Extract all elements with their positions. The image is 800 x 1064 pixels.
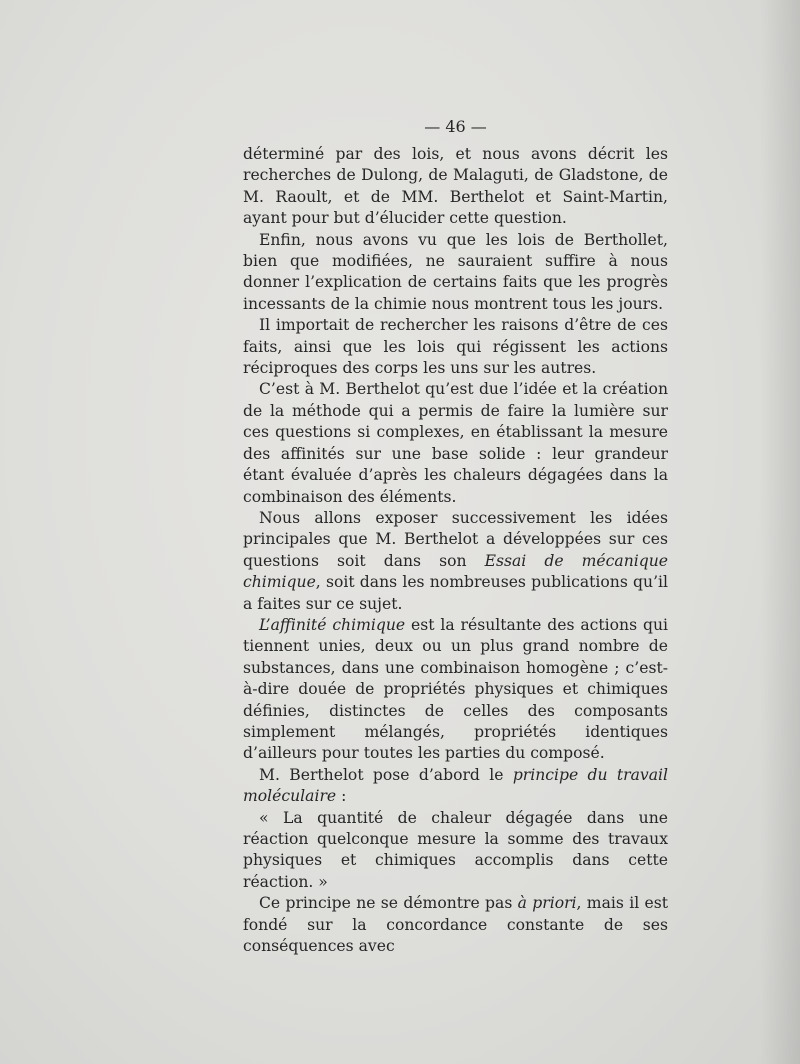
paragraph: Enfin, nous avons vu que les lois de Berthollet, bien que modifiées, ne sauraient suffire à nous donner l’explication de certains faits que les progrès incessants de la chimie nous montrent tous les jours. xyxy=(243,230,668,313)
principle-italic: principe du travail moléculaire xyxy=(243,765,669,806)
paragraph: Ce principe ne se démontre pas à priori, mais il est fondé sur la concordance constante de ses conséquences avec xyxy=(243,894,668,956)
body-text xyxy=(243,144,668,957)
paragraph: L’affinité chimique est la résultante des actions qui tiennent unies, deux ou un plus grand nombre de substances, dans une combinaison homogène ; c’est-à-dire douée de propriétés physiques et chimiques définies, distinctes de celles des composants simplement mélangés, propriétés identiques d’ailleurs pour toutes les parties du composé. xyxy=(243,615,668,763)
latin-italic: à priori xyxy=(517,894,577,913)
page-edge-shadow xyxy=(760,0,800,1064)
paragraph: Nous allons exposer successivement les idées principales que M. Berthelot a développées sur ces questions soit dans son Essai de mécanique chimique, soit dans les nombreuses publications qu’il a faites sur ce sujet. xyxy=(243,508,668,613)
paragraph: Il importait de rechercher les raisons d’être de ces faits, ainsi que les lois qui régissent les actions réciproques des corps les uns sur les autres. xyxy=(243,316,668,378)
paragraph: C’est à M. Berthelot qu’est due l’idée et la création de la méthode qui a permis de faire la lumière sur ces questions si complexes, en établissant la mesure des affinités sur une base solide : leur grandeur étant évaluée d’après les chaleurs dégagées dans la combinaison des éléments. xyxy=(243,380,668,506)
paragraph: M. Berthelot pose d’abord le principe du travail moléculaire : xyxy=(243,765,669,806)
term-italic: L’affinité chimique xyxy=(259,615,406,634)
quotation: « La quantité de chaleur dégagée dans une réaction quelconque mesure la somme des travaux physiques et chimiques accomplis dans cette réaction. » xyxy=(243,808,668,891)
book-title-italic: Essai de mécanique chimique xyxy=(243,551,668,592)
page-number: — 46 — xyxy=(424,117,487,136)
paragraph: déterminé par des lois, et nous avons décrit les recherches de Dulong, de Malaguti, de Gladstone, de M. Raoult, et de MM. Berthelot et Saint-Martin, ayant pour but d’élucider cette question. xyxy=(243,145,668,228)
